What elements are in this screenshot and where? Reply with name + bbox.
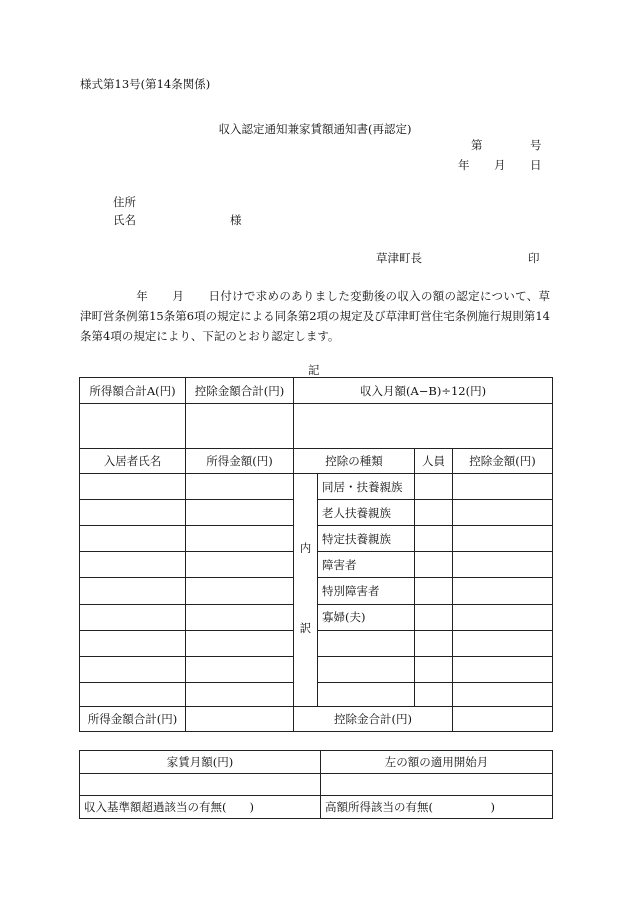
issuer-title: 草津町長 [376,251,422,265]
footer-income-total: 所得金額合計(円) [80,707,186,732]
naiwake-char-2: 訳 [299,621,312,635]
date-month: 月 [494,158,506,172]
income-standard-exceed: 収入基準額超過該当の有無( ) [80,796,321,819]
table-row [80,552,186,578]
date-year: 年 [458,158,470,172]
seal-mark: 印 [528,251,540,265]
header-monthly-rent: 家賃月額(円) [80,751,321,774]
header-income-total-a: 所得額合計A(円) [80,378,186,404]
header-start-month: 左の額の適用開始月 [321,751,553,774]
table-row [80,578,186,604]
header-monthly-income: 収入月額(A−B)÷12(円) [294,378,553,404]
date-day: 日 [530,158,542,172]
footer-deduction-total: 控除金合計(円) [294,707,453,732]
body-paragraph [80,286,550,346]
cell-deduction-total-value [186,404,294,449]
body-text: 日付けで求めのありました変動後の収入の額の認定について、草津町営条例第15条第6項の規定による同条第2項の規定及び草津町営住宅条例施行規則第14条第4項の規定により、下記のとおり認定します。 [80,289,551,343]
deduction-type-cell [318,682,415,706]
deduction-type-cell: 老人扶養親族 [318,500,415,526]
naiwake-label [294,474,318,707]
deduction-type-cell: 寡婦(夫) [318,604,415,630]
cell-income-total-a-value [80,404,186,449]
deduction-type-cell: 障害者 [318,552,415,578]
honorific: 様 [230,213,242,227]
ref-dai: 第 [471,138,483,152]
cell-start-month-value [321,774,553,796]
table-row [80,630,186,656]
header-deduction-type: 控除の種類 [294,449,415,474]
header-persons: 人員 [415,449,453,474]
table-row [80,682,186,706]
deduction-type-cell [318,656,415,682]
table-row [80,500,186,526]
ki-mark: 記 [308,363,320,377]
body-month: 月 [172,289,185,303]
table-row [80,474,186,500]
deduction-type-cell: 同居・扶養親族 [318,474,415,500]
cell-monthly-income-value [294,404,553,449]
table-row [80,656,186,682]
footer-deduction-total-value [453,707,553,732]
name-label: 氏名 [113,213,136,227]
header-deduction-amount: 控除金額(円) [453,449,553,474]
deduction-type-cell [318,630,415,656]
ref-go: 号 [530,138,542,152]
high-income-status: 高額所得該当の有無( ) [321,796,553,819]
header-deduction-total: 控除金額合計(円) [186,378,294,404]
income-table [79,377,553,732]
naiwake-char-1: 内 [299,541,312,555]
deduction-type-cell: 特定扶養親族 [318,526,415,552]
table-row [80,604,186,630]
form-number: 様式第13号(第14条関係) [80,77,211,91]
cell-monthly-rent-value [80,774,321,796]
body-year: 年 [136,289,149,303]
address-label: 住所 [113,195,136,209]
header-resident-name: 入居者氏名 [80,449,186,474]
table-row [80,526,186,552]
document-title: 収入認定通知兼家賃額通知書(再認定) [218,122,412,136]
header-income-amount: 所得金額(円) [186,449,294,474]
deduction-type-cell: 特別障害者 [318,578,415,604]
footer-income-total-value [186,707,294,732]
rent-table [79,750,553,819]
